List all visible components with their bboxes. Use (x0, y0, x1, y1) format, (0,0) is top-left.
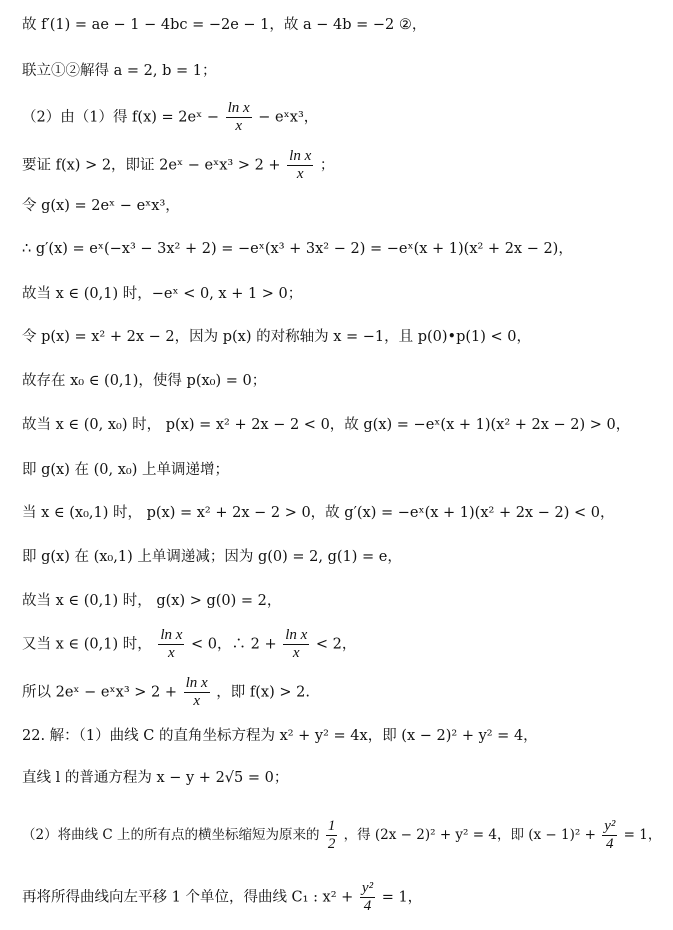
text-line-with-fraction: 又当 x ∈ (0,1) 时， $\frac{\text{ln x}}{x}$ < 0，∴ 2 + $\frac{\text{ln x}}{x}$ < 2， (22, 627, 357, 661)
text-line: 即 g(x) 在 (x₀,1) 上单调递减；因为 g(0) = 2, g(1) = e， (22, 549, 402, 565)
text-line-with-fraction: 再将所得曲线向左平移 1 个单位，得曲线 C₁ : x² + $\frac{\text{y²}}{4}$ = 1， (22, 880, 423, 914)
text-line: 令 g(x) = 2eˣ − eˣx³， (22, 198, 180, 214)
text-line-with-fraction: 所以 2eˣ − eˣx³ > 2 + $\frac{\text{ln x}}{x}$ ，即 f(x) > 2. (22, 675, 310, 709)
text-line: 故 f′(1) = ae − 1 − 4bc = −2e − 1，故 a − 4b = −2 ②， (22, 17, 427, 33)
fraction: $\frac{\text{y²}}{4}$ (604, 818, 616, 852)
text-line: 故当 x ∈ (0,1) 时，−eˣ < 0, x + 1 > 0； (22, 286, 303, 302)
text-line: 22. 解：（1）曲线 C 的直角坐标方程为 x² + y² = 4x，即 (x − 2)² + y² = 4， (22, 728, 538, 744)
text-line-with-fraction: （2）将曲线 C 上的所有点的横坐标缩短为原来的 $\frac{1}{2}$ ，得 (2x − 2)² + y² = 4，即 (x − 1)² + $\frac{\text{y²}}{4}$ = 1， (22, 818, 662, 852)
fraction: $\frac{\text{ln x}}{x}$ (185, 675, 208, 709)
text-line: 当 x ∈ (x₀,1) 时， p(x) = x² + 2x − 2 > 0，故 g′(x) = −eˣ(x + 1)(x² + 2x − 2) < 0， (22, 505, 615, 521)
fraction: $\frac{\text{y²}}{4}$ (361, 880, 374, 914)
text-line: 令 p(x) = x² + 2x − 2，因为 p(x) 的对称轴为 x = −1，且 p(0)•p(1) < 0， (22, 329, 532, 345)
text-line-with-fraction: 要证 f(x) > 2，即证 2eˣ − eˣx³ > 2 + $\frac{\text{ln x}}{x}$ ； (22, 148, 335, 182)
fraction: $\frac{\text{ln x}}{x}$ (289, 148, 312, 182)
text-line: 故当 x ∈ (0,1) 时， g(x) > g(0) = 2， (22, 593, 282, 609)
text-line: ∴ g′(x) = eˣ(−x³ − 3x² + 2) = −eˣ(x³ + 3x² − 2) = −eˣ(x + 1)(x² + 2x − 2)， (22, 241, 573, 257)
text-line: 即 g(x) 在 (0, x₀) 上单调递增； (22, 462, 229, 478)
text-line-with-fraction: （2）由（1）得 f(x) = 2eˣ − $\frac{\text{ln x}}{x}$ − eˣx³， (22, 100, 319, 134)
text-line: 故当 x ∈ (0, x₀) 时， p(x) = x² + 2x − 2 < 0，故 g(x) = −eˣ(x + 1)(x² + 2x − 2) > 0， (22, 417, 631, 433)
fraction: $\frac{\text{ln x}}{x}$ (160, 627, 183, 661)
fraction: $\frac{\text{ln x}}{x}$ (285, 627, 308, 661)
fraction: $\frac{\text{ln x}}{x}$ (227, 100, 250, 134)
text-line: 联立①②解得 a = 2, b = 1； (22, 63, 217, 79)
text-line: 直线 l 的普通方程为 x − y + 2√5 = 0； (22, 770, 289, 786)
fraction: $\frac{1}{2}$ (327, 818, 336, 852)
text-line: 故存在 x₀ ∈ (0,1)，使得 p(x₀) = 0； (22, 373, 267, 389)
